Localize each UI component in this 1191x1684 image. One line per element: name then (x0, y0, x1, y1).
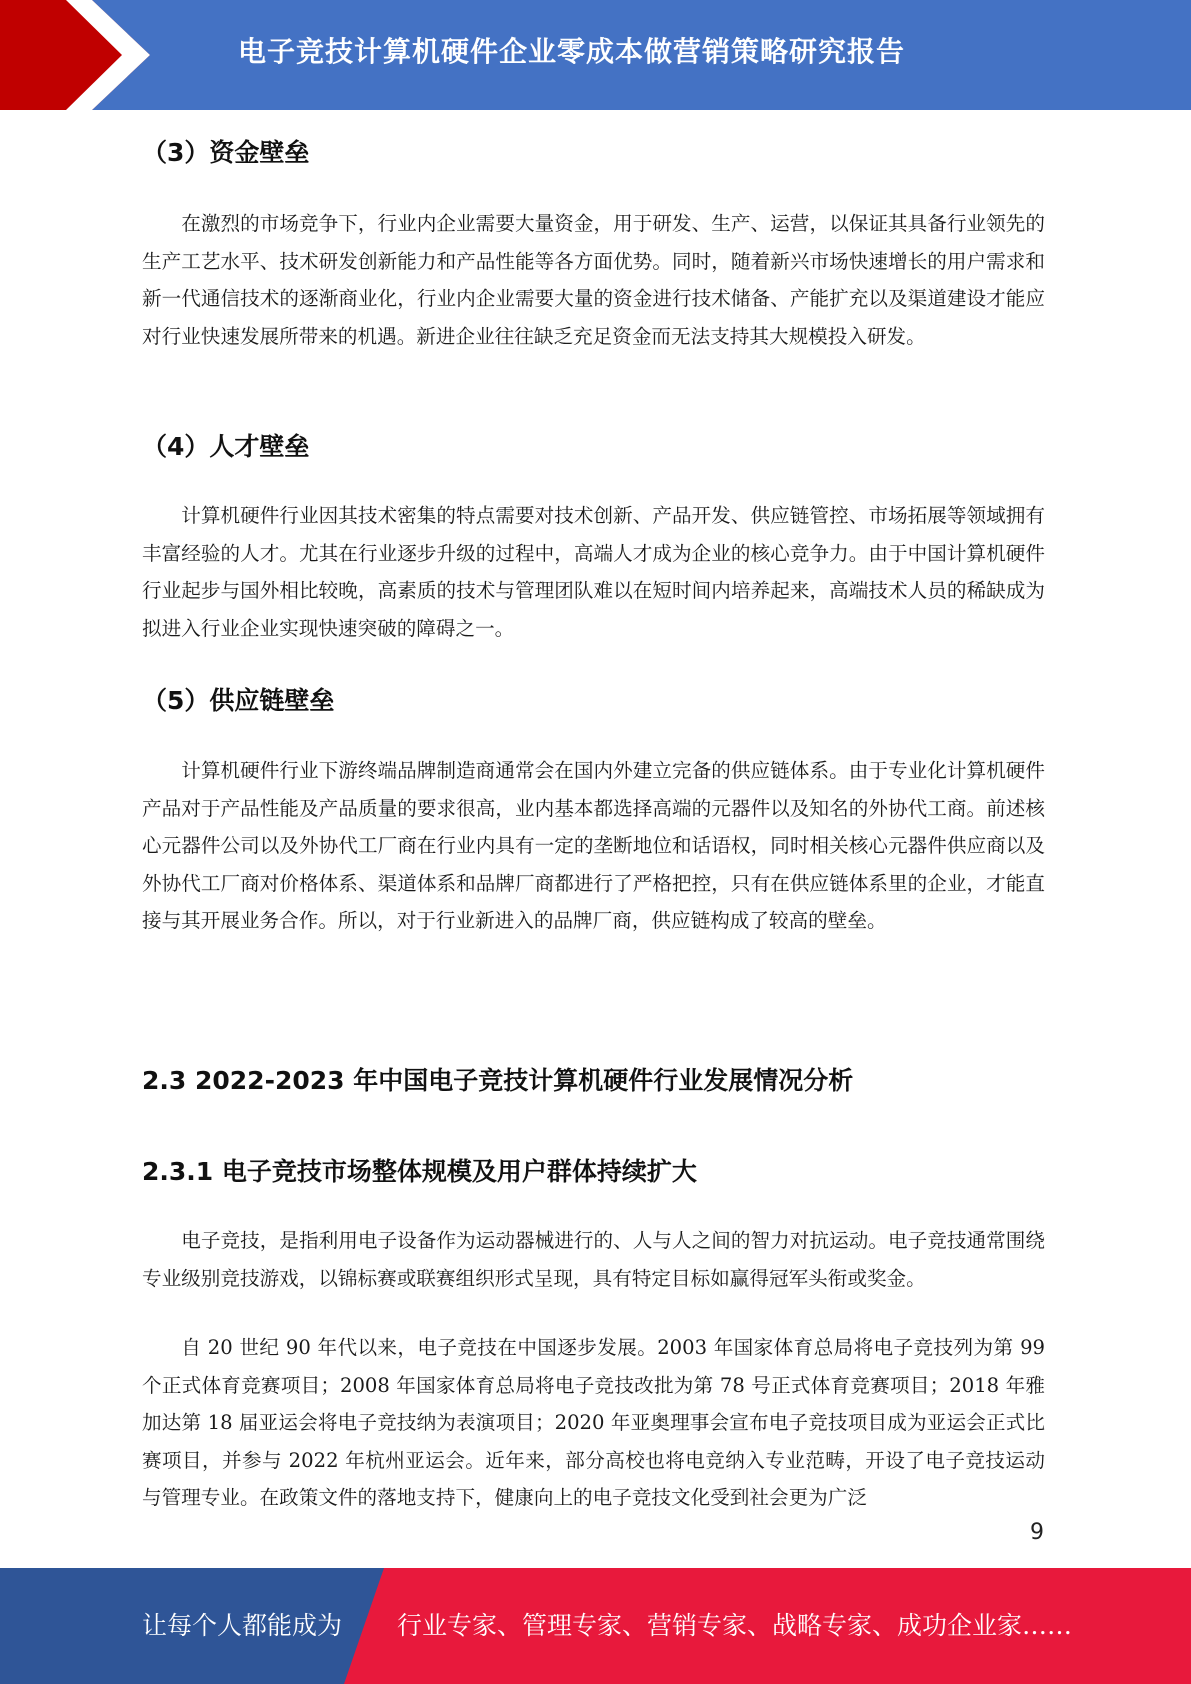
footer-slogan-right: 行业专家、管理专家、营销专家、战略专家、成功企业家…… (397, 1611, 1073, 1640)
page-number: 9 (1030, 1520, 1044, 1545)
heading-supply-chain-barrier: （5）供应链壁垒 (142, 686, 335, 715)
heading-capital-barrier: （3）资金壁垒 (142, 138, 310, 167)
paragraph-esports-history: 自 20 世纪 90 年代以来，电子竞技在中国逐步发展。2003 年国家体育总局将电子竞技列为第 99 个正式体育竞赛项目；2008 年国家体育总局将电子竞技改批为第 78 号正式体育竞赛项目；2018 年雅加达第 18 届亚运会将电子竞技纳为表演项目；2020 年亚奥理事会宣布电子竞技项目成为亚运会正式比赛项目，并参与 2022 年杭州亚运会。近年来，部分高校也将电竞纳入专业范畴，开设了电子竞技运动与管理专业。在政策文件的落地支持下，健康向上的电子竞技文化受到社会更为广泛 (142, 1336, 1045, 1509)
paragraph-esports-definition: 电子竞技，是指利用电子设备作为运动器械进行的、人与人之间的智力对抗运动。电子竞技通常围绕专业级别竞技游戏，以锦标赛或联赛组织形式呈现，具有特定目标如赢得冠军头衔或奖金。 (142, 1229, 1045, 1290)
report-title: 电子竞技计算机硬件企业零成本做营销策略研究报告 (238, 35, 906, 68)
paragraph-supply-chain-barrier: 计算机硬件行业下游终端品牌制造商通常会在国内外建立完备的供应链体系。由于专业化计算机硬件产品对于产品性能及产品质量的要求很高，业内基本都选择高端的元器件以及知名的外协代工商。前述核心元器件公司以及外协代工厂商在行业内具有一定的垄断地位和话语权，同时相关核心元器件供应商以及外协代工厂商对价格体系、渠道体系和品牌厂商都进行了严格把控，只有在供应链体系里的企业，才能直接与其开展业务合作。所以，对于行业新进入的品牌厂商，供应链构成了较高的壁垒。 (142, 759, 1045, 932)
footer-banner (0, 1568, 1191, 1684)
chevron-arrow-icon (0, 0, 160, 110)
paragraph-capital-barrier: 在激烈的市场竞争下，行业内企业需要大量资金，用于研发、生产、运营，以保证其具备行业领先的生产工艺水平、技术研发创新能力和产品性能等各方面优势。同时，随着新兴市场快速增长的用户需求和新一代通信技术的逐渐商业化，行业内企业需要大量的资金进行技术储备、产能扩充以及渠道建设才能应对行业快速发展所带来的机遇。新进企业往往缺乏充足资金而无法支持其大规模投入研发。 (142, 212, 1045, 348)
heading-section-2-3-1: 2.3.1 电子竞技市场整体规模及用户群体持续扩大 (142, 1157, 697, 1186)
footer-slogan-left: 让每个人都能成为 (142, 1611, 343, 1640)
header-banner (0, 0, 1191, 110)
paragraph-talent-barrier: 计算机硬件行业因其技术密集的特点需要对技术创新、产品开发、供应链管控、市场拓展等领域拥有丰富经验的人才。尤其在行业逐步升级的过程中，高端人才成为企业的核心竞争力。由于中国计算机硬件行业起步与国外相比较晚，高素质的技术与管理团队难以在短时间内培养起来，高端技术人员的稀缺成为拟进入行业企业实现快速突破的障碍之一。 (142, 504, 1045, 640)
heading-talent-barrier: （4）人才壁垒 (142, 432, 310, 461)
heading-section-2-3: 2.3 2022-2023 年中国电子竞技计算机硬件行业发展情况分析 (142, 1066, 854, 1095)
